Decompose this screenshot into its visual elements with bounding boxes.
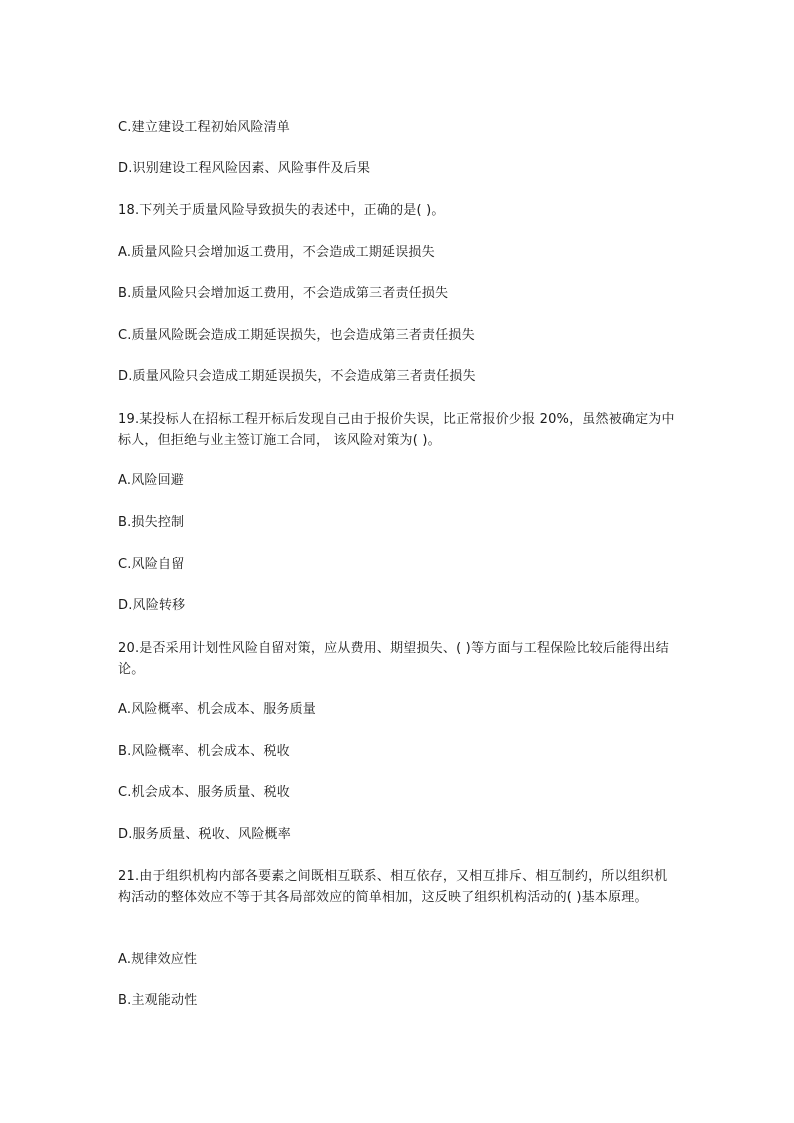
option-17c: C.建立建设工程初始风险清单 [118,120,291,135]
option-21a: A.规律效应性 [118,952,198,967]
option-20b: B.风险概率、机会成本、税收 [118,744,290,759]
option-20d: D.服务质量、税收、风险概率 [118,827,291,842]
option-20a: A.风险概率、机会成本、服务质量 [118,702,316,717]
option-19a: A.风险回避 [118,473,184,488]
option-18a: A.质量风险只会增加返工费用，不会造成工期延误损失 [118,245,435,260]
question-18: 18.下列关于质量风险导致损失的表述中，正确的是( )。 [118,203,445,218]
question-20: 20.是否采用计划性风险自留对策，应从费用、期望损失、( )等方面与工程保险比较后能得出结论。 [118,641,669,677]
option-20c: C.机会成本、服务质量、税收 [118,785,291,800]
option-18d: D.质量风险只会造成工期延误损失，不会造成第三者责任损失 [118,369,476,384]
question-19: 19.某投标人在招标工程开标后发现自己由于报价失误，比正常报价少报 20%，虽然被确定为中标人，但拒绝与业主签订施工合同， 该风险对策为( )。 [118,412,675,448]
option-17d: D.识别建设工程风险因素、风险事件及后果 [118,161,371,176]
option-18b: B.质量风险只会增加返工费用，不会造成第三者责任损失 [118,286,449,301]
option-19b: B.损失控制 [118,515,185,530]
option-18c: C.质量风险既会造成工期延误损失，也会造成第三者责任损失 [118,328,475,343]
option-19d: D.风险转移 [118,598,186,613]
option-21b: B.主观能动性 [118,993,198,1008]
option-19c: C.风险自留 [118,557,185,572]
question-21: 21.由于组织机构内部各要素之间既相互联系、相互依存，又相互排斥、相互制约，所以组织机构活动的整体效应不等于其各局部效应的简单相加，这反映了组织机构活动的( )基本原理。 [118,869,668,905]
